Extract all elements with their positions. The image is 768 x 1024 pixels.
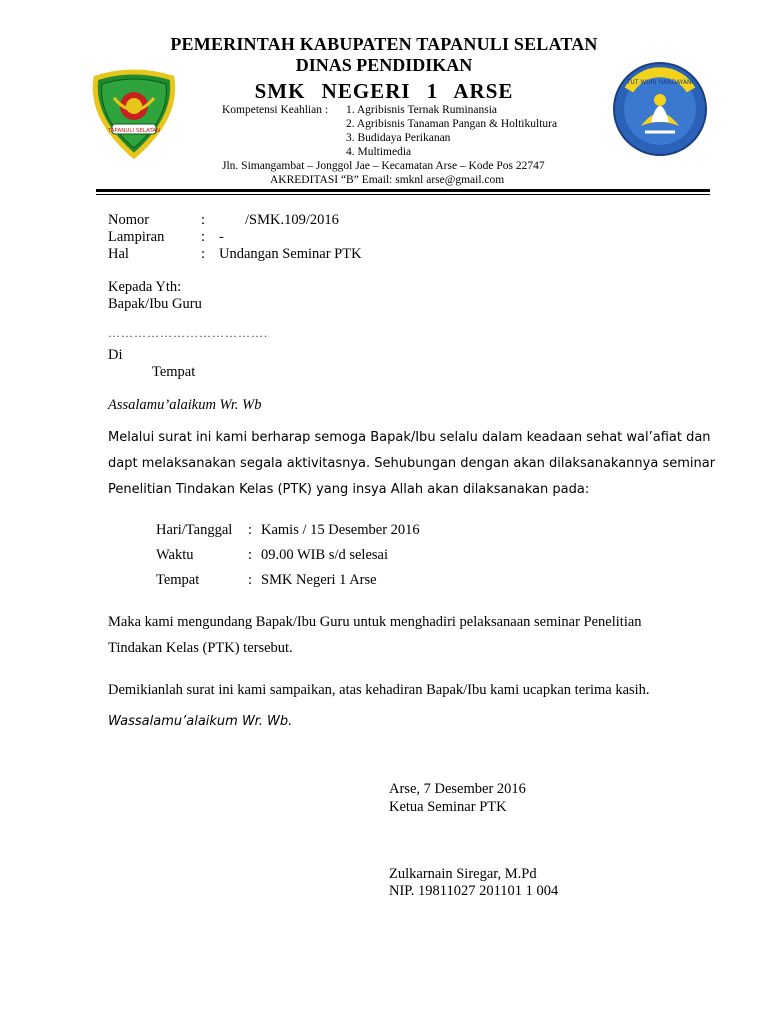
signature-place-date: Arse, 7 Desember 2016	[389, 781, 526, 797]
paragraph-line: Demikianlah surat ini kami sampaikan, atas kehadiran Bapak/Ibu kami ucapkan terima kasih.	[108, 682, 650, 698]
header-rule-thick	[96, 189, 710, 192]
meta-colon: :	[201, 246, 206, 262]
schedule-label: Hari/Tanggal	[156, 522, 233, 538]
recipient-tempat: Tempat	[152, 364, 196, 380]
nomor-label: Nomor	[108, 212, 150, 228]
signature-name: Zulkarnain Siregar, M.Pd	[389, 866, 537, 882]
schedule-value: SMK Negeri 1 Arse	[261, 572, 377, 588]
left-logo-text: TAPANULI SELATAN	[107, 128, 161, 134]
header-rule-thin	[96, 194, 710, 195]
kompetensi-item: 3. Budidaya Perikanan	[346, 132, 451, 144]
kompetensi-item: 2. Agribisnis Tanaman Pangan & Holtikultura	[346, 118, 558, 130]
schedule-value: 09.00 WIB s/d selesai	[261, 547, 388, 563]
schedule-colon: :	[248, 547, 253, 563]
signature-nip: NIP. 19811027 201101 1 004	[389, 883, 559, 899]
hal-label: Hal	[108, 246, 129, 262]
kompetensi-item: 1. Agribisnis Ternak Ruminansia	[346, 104, 498, 116]
closing: Wassalamu’alaikum Wr. Wb.	[108, 714, 293, 729]
meta-colon: :	[201, 229, 206, 245]
right-logo-text: TUT WURI HANDAYANI	[626, 79, 694, 86]
schedule-colon: :	[248, 572, 253, 588]
recipient-di: Di	[108, 347, 123, 363]
hal-value: Undangan Seminar PTK	[219, 246, 362, 262]
paragraph-line: Maka kami mengundang Bapak/Ibu Guru untuk menghadiri pelaksanaan seminar Penelitian	[108, 614, 642, 630]
schedule-label: Waktu	[156, 547, 194, 563]
paragraph-line: dapt melaksanakan segala aktivitasnya. Sehubungan dengan akan dilaksanakannya seminar	[108, 456, 716, 471]
signature-role: Ketua Seminar PTK	[389, 799, 507, 815]
recipient-dots: ……………………………….	[108, 326, 268, 340]
header-department: DINAS PENDIDIKAN	[295, 55, 473, 75]
paragraph-line: Tindakan Kelas (PTK) tersebut.	[108, 640, 293, 656]
greeting: Assalamu’alaikum Wr. Wb	[108, 397, 262, 413]
paragraph-line: Penelitian Tindakan Kelas (PTK) yang insya Allah akan dilaksanakan pada:	[108, 482, 590, 497]
school-address: Jln. Simangambat – Jonggol Jae – Kecamatan Arse – Kode Pos 22747	[222, 160, 545, 172]
recipient-kepada: Kepada Yth:	[108, 279, 182, 295]
recipient-name: Bapak/Ibu Guru	[108, 296, 202, 312]
header-school-name: SMK NEGERI 1 ARSE	[254, 79, 514, 103]
schedule-value: Kamis / 15 Desember 2016	[261, 522, 420, 538]
kompetensi-item: 4. Multimedia	[346, 146, 412, 158]
schedule-colon: :	[248, 522, 253, 538]
header-government: PEMERINTAH KABUPATEN TAPANULI SELATAN	[170, 34, 598, 54]
lampiran-label: Lampiran	[108, 229, 165, 245]
nomor-value: /SMK.109/2016	[245, 212, 339, 228]
kompetensi-label: Kompetensi Keahlian :	[222, 104, 329, 116]
paragraph-line: Melalui surat ini kami berharap semoga Bapak/Ibu selalu dalam keadaan sehat wal’afiat dan	[108, 430, 711, 445]
schedule-label: Tempat	[156, 572, 200, 588]
meta-colon: :	[201, 212, 206, 228]
lampiran-value: -	[219, 229, 224, 245]
school-akreditasi-email: AKREDITASI “B” Email: smknl arse@gmail.com	[270, 174, 505, 186]
